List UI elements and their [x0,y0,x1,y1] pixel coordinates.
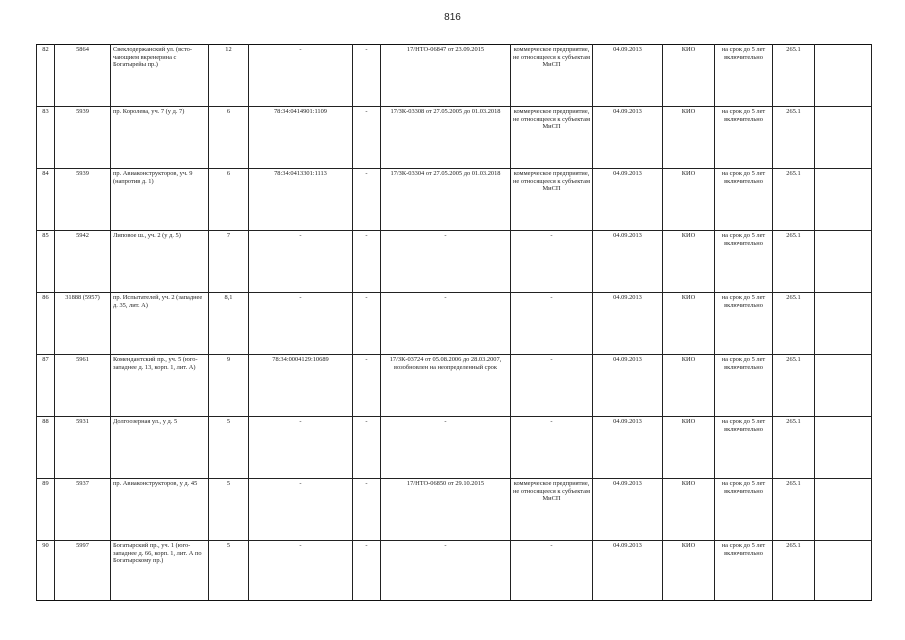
cell-empty-cell [815,479,872,541]
cell-empty-cell [815,417,872,479]
cell-contract: - [381,541,511,601]
cell-cadastral-number: - [249,417,353,479]
cell-cadastral-number: - [249,45,353,107]
cell-row-number: 84 [37,169,55,231]
cell-code: 265.1 [773,293,815,355]
cell-code: 265.1 [773,45,815,107]
cell-code: 265.1 [773,417,815,479]
cell-address: Долгоозерная ул., у д. 5 [111,417,209,479]
cell-organization: КИО [663,293,715,355]
cell-area: 6 [209,169,249,231]
table-row [37,45,872,107]
cell-date: 04.09.2013 [593,541,663,601]
cell-cadastral-number: - [249,231,353,293]
table-row [37,355,872,417]
cell-code: 265.1 [773,169,815,231]
cell-empty-cell [815,293,872,355]
cell-tenant-type: - [511,231,593,293]
cell-row-number: 88 [37,417,55,479]
cell-area: 7 [209,231,249,293]
cell-object-id: 5942 [55,231,111,293]
cell-empty-cell [815,169,872,231]
cell-empty-cell [815,107,872,169]
cell-contract: 17/ЗК-03304 от 27.05.2005 до 01.03.2018 [381,169,511,231]
cell-date: 04.09.2013 [593,169,663,231]
cell-contract: 17/НТО-06847 от 23.09.2015 [381,45,511,107]
cell-area: 5 [209,417,249,479]
cell-cadastral-number: - [249,479,353,541]
cell-tenant-type: коммерческое предприятие, не относящееся к субъектам МиСП [511,479,593,541]
cell-row-number: 87 [37,355,55,417]
table-row [37,479,872,541]
cell-organization: КИО [663,541,715,601]
cell-object-id: 5939 [55,169,111,231]
cell-column-dash: - [353,231,381,293]
cell-date: 04.09.2013 [593,479,663,541]
cell-column-dash: - [353,45,381,107]
cell-cadastral-number: - [249,541,353,601]
cell-column-dash: - [353,417,381,479]
cell-row-number: 86 [37,293,55,355]
cell-organization: КИО [663,169,715,231]
cell-date: 04.09.2013 [593,45,663,107]
cell-cadastral-number: - [249,293,353,355]
cell-contract: 17/ЗК-03308 от 27.05.2005 до 01.03.2018 [381,107,511,169]
cell-cadastral-number: 78:34:0414901:1109 [249,107,353,169]
cell-date: 04.09.2013 [593,231,663,293]
cell-empty-cell [815,231,872,293]
cell-tenant-type: - [511,293,593,355]
cell-term: на срок до 5 лет включительно [715,231,773,293]
registry-table [36,44,872,601]
cell-object-id: 5997 [55,541,111,601]
cell-area: 9 [209,355,249,417]
cell-area: 5 [209,541,249,601]
cell-organization: КИО [663,231,715,293]
cell-contract: 17/ЗК-03724 от 05.08.2006 до 28.03.2007, возобновлен на неопределенный срок [381,355,511,417]
cell-object-id: 5931 [55,417,111,479]
cell-area: 5 [209,479,249,541]
cell-cadastral-number: 78:34:0004129:10689 [249,355,353,417]
cell-object-id: 5864 [55,45,111,107]
cell-column-dash: - [353,355,381,417]
cell-term: на срок до 5 лет включительно [715,355,773,417]
cell-address: пр. Авиаконструкторов, уч. 9 (напротив д. 1) [111,169,209,231]
cell-column-dash: - [353,293,381,355]
cell-tenant-type: коммерческое предприятие, не относящееся к субъектам МиСП [511,45,593,107]
cell-address: Богатырский пр., уч. 1 (юго-западнее д. 66, корп. 1, лит. А по Богатырскому пр.) [111,541,209,601]
cell-term: на срок до 5 лет включительно [715,293,773,355]
cell-address: Липовое ш., уч. 2 (у д. 5) [111,231,209,293]
cell-tenant-type: коммерческое предприятие, не относящееся к субъектам МиСП [511,169,593,231]
cell-column-dash: - [353,107,381,169]
cell-address: пр. Авиаконструкторов, у д. 45 [111,479,209,541]
cell-row-number: 85 [37,231,55,293]
cell-row-number: 90 [37,541,55,601]
cell-address: Свеклодержанский ул. (всто-чающием вкренерина с Богатырейы пр.) [111,45,209,107]
cell-empty-cell [815,355,872,417]
cell-term: на срок до 5 лет включительно [715,169,773,231]
cell-object-id: 5939 [55,107,111,169]
cell-code: 265.1 [773,541,815,601]
cell-organization: КИО [663,107,715,169]
cell-address: пр. Испытателей, уч. 2 (западнее д. 35, лит. А) [111,293,209,355]
cell-code: 265.1 [773,479,815,541]
cell-date: 04.09.2013 [593,293,663,355]
cell-address: Комендантский пр., уч. 5 (юго-западнее д. 13, корп. 1, лит. А) [111,355,209,417]
cell-date: 04.09.2013 [593,417,663,479]
cell-row-number: 82 [37,45,55,107]
page-number: 816 [444,12,461,23]
cell-tenant-type: - [511,417,593,479]
cell-organization: КИО [663,45,715,107]
cell-date: 04.09.2013 [593,107,663,169]
table-row [37,293,872,355]
cell-object-id: 5937 [55,479,111,541]
cell-column-dash: - [353,169,381,231]
cell-tenant-type: - [511,541,593,601]
cell-organization: КИО [663,417,715,479]
cell-row-number: 83 [37,107,55,169]
table-row [37,231,872,293]
cell-date: 04.09.2013 [593,355,663,417]
cell-area: 8,1 [209,293,249,355]
cell-column-dash: - [353,541,381,601]
cell-organization: КИО [663,479,715,541]
cell-empty-cell [815,45,872,107]
cell-code: 265.1 [773,355,815,417]
cell-tenant-type: коммерческое предприятие, не относящееся к субъектам МиСП [511,107,593,169]
cell-address: пр. Королева, уч. 7 (у д. 7) [111,107,209,169]
cell-row-number: 89 [37,479,55,541]
cell-term: на срок до 5 лет включительно [715,541,773,601]
cell-contract: - [381,231,511,293]
cell-term: на срок до 5 лет включительно [715,479,773,541]
cell-area: 6 [209,107,249,169]
table-row [37,169,872,231]
cell-cadastral-number: 78:34:0413301:1113 [249,169,353,231]
cell-tenant-type: - [511,355,593,417]
cell-contract: 17/НТО-06850 от 29.10.2015 [381,479,511,541]
cell-term: на срок до 5 лет включительно [715,45,773,107]
cell-object-id: 31888 (5957) [55,293,111,355]
cell-code: 265.1 [773,107,815,169]
cell-empty-cell [815,541,872,601]
cell-term: на срок до 5 лет включительно [715,417,773,479]
cell-contract: - [381,417,511,479]
cell-object-id: 5961 [55,355,111,417]
cell-code: 265.1 [773,231,815,293]
table-row [37,541,872,601]
cell-term: на срок до 5 лет включительно [715,107,773,169]
cell-area: 12 [209,45,249,107]
table-row [37,107,872,169]
table-row [37,417,872,479]
cell-contract: - [381,293,511,355]
cell-column-dash: - [353,479,381,541]
cell-organization: КИО [663,355,715,417]
